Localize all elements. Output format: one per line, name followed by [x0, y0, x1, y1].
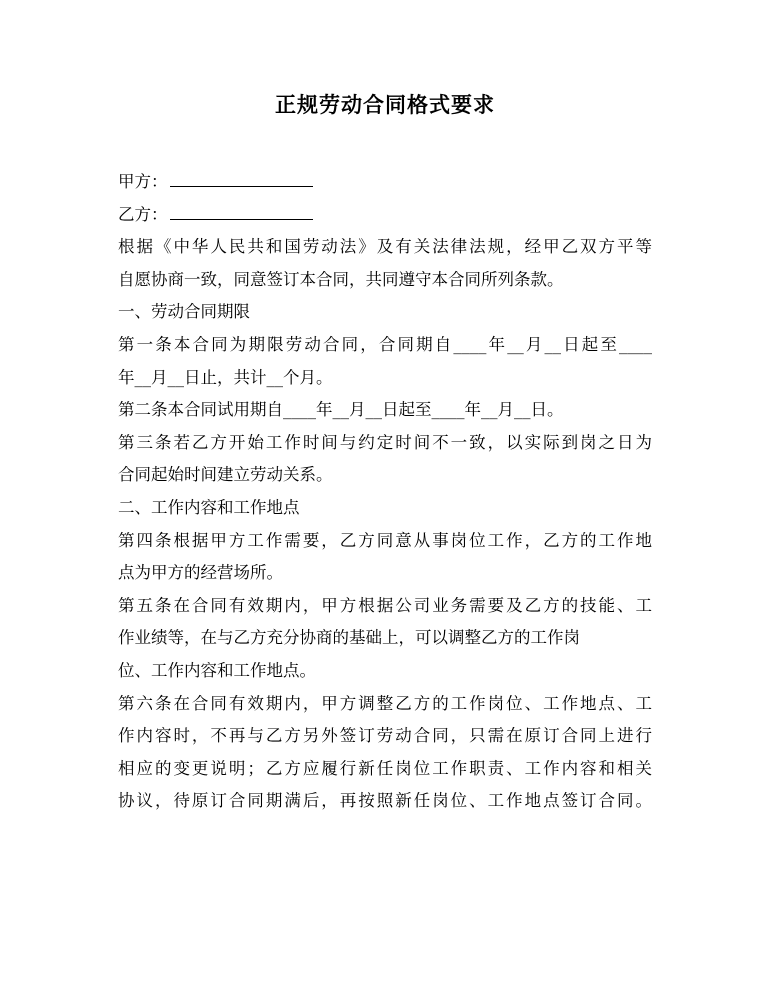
paragraph-line: 相应的变更说明；乙方应履行新任岗位工作职责、工作内容和相关 [118, 758, 652, 778]
paragraph-line: 点为甲方的经营场所。 [118, 563, 283, 583]
party-a-blank [170, 166, 313, 187]
paragraph-line: 第三条若乙方开始工作时间与约定时间不一致，以实际到岗之日为 [118, 432, 652, 452]
paragraph-line: 第二条本合同试用期自____年__月__日起至____年__月__日。 [118, 400, 564, 420]
party-b-label: 乙方： [118, 204, 168, 224]
paragraph-line: 自愿协商一致，同意签订本合同，共同遵守本合同所列条款。 [118, 269, 564, 289]
paragraph-line: 协议，待原订合同期满后，再按照新任岗位、工作地点签订合同。 [118, 791, 652, 811]
paragraph-line: 第一条本合同为期限劳动合同，合同期自____年__月__日起至____ [118, 334, 652, 354]
party-b-line [118, 199, 652, 232]
paragraph-line: 根据《中华人民共和国劳动法》及有关法律法规，经甲乙双方平等 [118, 237, 652, 257]
paragraph-line: 第六条在合同有效期内，甲方调整乙方的工作岗位、工作地点、工 [118, 693, 652, 713]
document-title: 正规劳动合同格式要求 [275, 92, 495, 117]
party-a-label: 甲方： [118, 172, 168, 191]
paragraph-line: 作业绩等，在与乙方充分协商的基础上，可以调整乙方的工作岗 [118, 628, 580, 648]
document-body [118, 166, 652, 818]
party-a-line [118, 166, 652, 199]
paragraph-line: 第五条在合同有效期内，甲方根据公司业务需要及乙方的技能、工 [118, 595, 652, 615]
paragraph-line: 位、工作内容和工作地点。 [118, 660, 316, 680]
section-heading: 一、劳动合同期限 [118, 302, 250, 322]
party-b-blank [170, 199, 313, 220]
paragraph-line: 作内容时，不再与乙方另外签订劳动合同，只需在原订合同上进行 [118, 726, 652, 746]
paragraph-line: 合同起始时间建立劳动关系。 [118, 465, 333, 485]
paragraph-line: 年__月__日止，共计__个月。 [118, 367, 333, 387]
paragraph-line: 第四条根据甲方工作需要，乙方同意从事岗位工作，乙方的工作地 [118, 530, 652, 550]
section-heading: 二、工作内容和工作地点 [118, 497, 300, 517]
